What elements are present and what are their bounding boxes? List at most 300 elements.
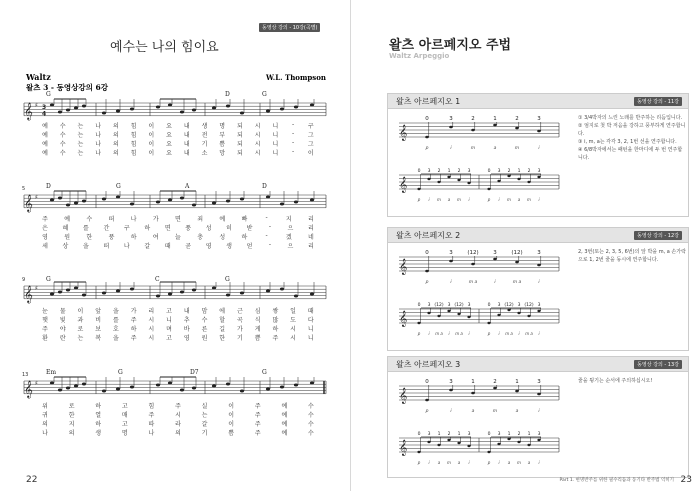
lyric-syllable: 로 bbox=[68, 403, 75, 410]
chord-symbol: C bbox=[155, 276, 160, 283]
chord-symbol: D bbox=[262, 183, 267, 190]
note-head bbox=[487, 188, 490, 190]
lyric-syllable: 니 bbox=[272, 141, 279, 148]
note-head bbox=[437, 181, 440, 183]
note-head bbox=[497, 314, 500, 316]
lyric-syllable: 망 bbox=[219, 150, 226, 157]
note-head bbox=[310, 293, 314, 296]
lyric-syllable: 수 bbox=[59, 141, 66, 148]
note-head bbox=[294, 201, 298, 204]
chord-symbol: G bbox=[225, 276, 230, 283]
lyric-syllable: 주 bbox=[254, 412, 261, 419]
note-head bbox=[168, 382, 172, 385]
lyric-syllable: 심 bbox=[254, 308, 261, 315]
finger-label: i bbox=[450, 409, 452, 414]
lyric-syllable: 면 bbox=[175, 216, 181, 223]
tab-number: 2 bbox=[517, 432, 521, 437]
lyric-line bbox=[38, 306, 318, 315]
lyric-line bbox=[38, 410, 318, 419]
lyric-syllable: 보 bbox=[95, 326, 102, 333]
lyric-syllable: 예 bbox=[281, 403, 288, 410]
page-subtitle: Waltz Arpeggio bbox=[389, 52, 450, 60]
tab-number: 3 bbox=[537, 379, 541, 385]
tab-number: 3 bbox=[449, 116, 453, 122]
lyric-syllable: 곧 bbox=[185, 243, 192, 250]
lyric-syllable: 시 bbox=[175, 412, 181, 419]
lyric-syllable: 의 bbox=[112, 123, 119, 130]
lyric-syllable: 고 bbox=[166, 308, 172, 315]
lyric-syllable: 니 bbox=[166, 317, 172, 324]
finger-label: i bbox=[518, 331, 520, 336]
note-head bbox=[467, 182, 470, 184]
finger-label: i bbox=[428, 197, 430, 202]
note-head bbox=[515, 261, 519, 264]
tab-number: (12) bbox=[524, 303, 534, 308]
lyric-syllable: 내 bbox=[183, 132, 190, 139]
lyric-line bbox=[38, 214, 318, 223]
lyric-syllable: 힘 bbox=[130, 132, 137, 139]
note-head bbox=[515, 390, 519, 393]
lyric-syllable: 른 bbox=[201, 326, 208, 333]
lyric-syllable: 요 bbox=[166, 132, 172, 139]
lyric-syllable: 예 bbox=[281, 430, 288, 437]
note-head bbox=[130, 108, 134, 111]
finger-label: p bbox=[417, 460, 421, 465]
lyric-syllable: 나 bbox=[42, 430, 48, 437]
note-head bbox=[294, 384, 298, 387]
lyric-syllable: 으 bbox=[287, 225, 294, 232]
lyric-syllable: 위 bbox=[42, 403, 48, 410]
note-line: 줄을 튕기는 순서에 주의하십시오! bbox=[578, 378, 653, 384]
lyric-syllable: 일 bbox=[290, 308, 296, 315]
note-head bbox=[168, 293, 172, 296]
treble-clef-icon: 𝄞 bbox=[24, 102, 33, 120]
note-head bbox=[82, 383, 86, 386]
lyric-syllable: 는 bbox=[77, 150, 84, 157]
note-head bbox=[192, 109, 196, 112]
note-line: ① 3/4박자의 느린 노래를 반주하는 리듬입니다. bbox=[578, 115, 683, 121]
lyric-syllable: 예 bbox=[281, 412, 288, 419]
note-head bbox=[294, 106, 298, 109]
lyric-syllable: 그 bbox=[307, 141, 314, 148]
lyric-syllable: 시 bbox=[254, 141, 261, 148]
lyric-syllable: 주 bbox=[42, 326, 48, 333]
lyric-syllable: 빠 bbox=[241, 216, 248, 223]
note-head bbox=[74, 287, 78, 290]
lyric-syllable: 내 bbox=[183, 150, 190, 157]
key-signature-sharp: ♯ bbox=[35, 285, 38, 292]
finger-label: i bbox=[494, 280, 496, 285]
finger-label: i bbox=[448, 331, 450, 336]
lyric-syllable: 물 bbox=[59, 308, 66, 315]
lyric-syllable: - bbox=[268, 223, 272, 230]
lyric-syllable: 을 bbox=[112, 308, 119, 315]
lyric-syllable: 지 bbox=[68, 421, 75, 428]
lyric-syllable: 전 bbox=[201, 132, 208, 139]
note-head bbox=[102, 390, 106, 393]
note-head bbox=[74, 385, 78, 388]
lyric-syllable: 따 bbox=[148, 421, 155, 428]
key-signature-sharp: ♯ bbox=[35, 194, 38, 201]
section-tag: 동영상 강의 - 12강 bbox=[634, 231, 682, 240]
lyric-syllable: 환 bbox=[42, 335, 48, 342]
lyric-syllable: 되 bbox=[237, 132, 243, 139]
music-staff bbox=[399, 123, 559, 137]
finger-label: m bbox=[447, 460, 451, 465]
lyric-syllable: 이 bbox=[148, 150, 155, 157]
chord-symbol: D bbox=[225, 91, 230, 98]
lyric-syllable: 충 bbox=[197, 234, 203, 241]
tab-number: 1 bbox=[471, 379, 475, 385]
lyric-syllable: 니 bbox=[272, 150, 279, 157]
lyric-syllable: - bbox=[291, 130, 295, 137]
tab-number: 0 bbox=[417, 169, 421, 174]
note-head bbox=[266, 196, 270, 199]
lyric-line bbox=[38, 401, 318, 410]
lyric-syllable: 을 bbox=[83, 243, 89, 250]
song-subtitle: 왈츠 3 - 동영상강의 6강 bbox=[26, 83, 108, 92]
lyric-syllable: 의 bbox=[112, 132, 119, 139]
note-head bbox=[156, 106, 160, 109]
tab-number: 1 bbox=[493, 116, 497, 122]
note-head bbox=[212, 287, 216, 290]
lyric-syllable: 이 bbox=[148, 123, 155, 130]
treble-clef-icon: 𝄞 bbox=[399, 177, 408, 193]
lyric-syllable: 영 bbox=[42, 234, 48, 241]
note-head bbox=[537, 130, 541, 133]
song-title: 예수는 나의 힘이요 bbox=[110, 40, 219, 55]
finger-label: m a bbox=[435, 331, 443, 336]
tab-number: 3 bbox=[467, 303, 471, 308]
lyric-syllable: 원 bbox=[64, 234, 71, 241]
lyric-syllable: 야 bbox=[59, 326, 66, 333]
finger-label: i bbox=[498, 331, 500, 336]
lyric-syllable: 햇 bbox=[42, 317, 48, 324]
note-head bbox=[58, 291, 62, 294]
finger-label: p bbox=[425, 280, 429, 285]
lyric-syllable: 으 bbox=[287, 243, 294, 250]
note-head bbox=[66, 289, 70, 292]
lyric-syllable: 나 bbox=[95, 123, 102, 130]
lyric-syllable: 예 bbox=[42, 150, 48, 157]
finger-label: m a bbox=[455, 331, 463, 336]
music-staff bbox=[399, 257, 559, 271]
tab-number: 3 bbox=[427, 432, 431, 437]
lyric-syllable: 쁨 bbox=[219, 141, 226, 148]
note-head bbox=[130, 203, 134, 206]
note-head bbox=[226, 383, 230, 386]
note-head bbox=[487, 322, 490, 324]
lyric-syllable: 주 bbox=[254, 430, 261, 437]
tab-number: 0 bbox=[487, 169, 491, 174]
lyric-syllable: 은 bbox=[42, 225, 48, 232]
chord-symbol: G bbox=[46, 276, 51, 283]
lyric-syllable: 갈 bbox=[201, 421, 208, 428]
note-head bbox=[82, 294, 86, 297]
lyric-syllable: 명 bbox=[121, 430, 128, 437]
finger-label: m bbox=[527, 197, 531, 202]
finger-label: i bbox=[498, 197, 500, 202]
note-head bbox=[417, 188, 420, 190]
lyric-syllable: 시 bbox=[254, 150, 261, 157]
tab-number: 3 bbox=[449, 250, 453, 256]
note-head bbox=[240, 198, 244, 201]
lyric-syllable: 영 bbox=[183, 335, 190, 342]
lyric-syllable: 나 bbox=[130, 216, 137, 223]
lyric-syllable: 이 bbox=[148, 141, 155, 148]
lyric-line bbox=[38, 324, 318, 333]
lyric-syllable: - bbox=[291, 148, 295, 155]
finger-label: a bbox=[515, 409, 519, 414]
lyric-syllable: 상 bbox=[62, 243, 69, 250]
tab-number: 3 bbox=[537, 432, 541, 437]
lyric-syllable: 때 bbox=[307, 308, 314, 315]
lyric-syllable: 을 bbox=[112, 335, 119, 342]
lyric-syllable: 복 bbox=[95, 335, 102, 342]
note-head bbox=[457, 313, 460, 315]
lyric-syllable: 시 bbox=[290, 326, 296, 333]
key-signature-sharp: ♯ bbox=[35, 380, 38, 387]
lyric-syllable: 힘 bbox=[130, 150, 137, 157]
lyric-syllable: 도 bbox=[290, 317, 296, 324]
finger-label: i bbox=[450, 146, 452, 151]
note-head bbox=[168, 199, 172, 202]
lyric-syllable: 수 bbox=[201, 317, 208, 324]
lyric-syllable: 간 bbox=[103, 225, 110, 232]
lyric-syllable: 힘 bbox=[130, 123, 137, 130]
note-head bbox=[66, 109, 70, 112]
lyric-syllable: 리 bbox=[307, 225, 314, 232]
lyric-syllable: 한 bbox=[219, 335, 226, 342]
tab-number: 2 bbox=[515, 116, 519, 122]
tab-number: 2 bbox=[457, 169, 461, 174]
lyric-syllable: 내 bbox=[183, 308, 190, 315]
note-head bbox=[427, 441, 430, 443]
lyric-syllable: - bbox=[291, 121, 295, 128]
chord-symbol: G bbox=[262, 369, 267, 376]
lyric-syllable: 예 bbox=[281, 421, 288, 428]
lyric-syllable: - bbox=[268, 241, 272, 248]
tab-number: 0 bbox=[417, 303, 421, 308]
lyric-syllable: 빛 bbox=[59, 317, 66, 324]
finger-label: m a bbox=[505, 331, 513, 336]
note-head bbox=[447, 310, 450, 312]
lyric-syllable: 나 bbox=[95, 132, 102, 139]
tab-number: 3 bbox=[449, 379, 453, 385]
lyric-syllable: 리 bbox=[307, 243, 314, 250]
lyric-syllable: 지 bbox=[285, 216, 292, 223]
lyric-line bbox=[38, 315, 318, 324]
finger-label: m bbox=[437, 197, 441, 202]
tab-number: 2 bbox=[507, 169, 511, 174]
note-head bbox=[66, 387, 70, 390]
page-number-right: 23 bbox=[680, 475, 692, 485]
note-head bbox=[168, 104, 172, 107]
finger-label: i bbox=[538, 409, 540, 414]
lyric-syllable: 의 bbox=[42, 421, 48, 428]
lyric-syllable: 떠 bbox=[103, 243, 110, 250]
note-head bbox=[82, 200, 86, 203]
lyric-syllable: 니 bbox=[272, 123, 279, 130]
finger-label: i bbox=[538, 197, 540, 202]
finger-label: p bbox=[417, 197, 421, 202]
finger-label: i bbox=[428, 460, 430, 465]
tab-number: 2 bbox=[447, 432, 451, 437]
lyric-syllable: 혜 bbox=[62, 225, 69, 232]
lyric-syllable: 하 bbox=[272, 326, 279, 333]
lyric-syllable: 떠 bbox=[108, 216, 115, 223]
lyric-syllable: 가 bbox=[237, 326, 243, 333]
note-head bbox=[449, 260, 453, 263]
lyric-syllable: 식 bbox=[254, 317, 261, 324]
note-head bbox=[156, 295, 160, 298]
section-title: 왈츠 아르페지오 3 bbox=[396, 360, 461, 369]
note-head bbox=[58, 389, 62, 392]
lyric-syllable: 하 bbox=[241, 234, 248, 241]
lyric-syllable: 받 bbox=[246, 225, 253, 232]
tab-number: 2 bbox=[527, 169, 531, 174]
tab-number: 3 bbox=[427, 169, 431, 174]
lyric-syllable: 에 bbox=[219, 308, 226, 315]
chord-symbol: A bbox=[185, 183, 190, 190]
lyric-syllable: 갈 bbox=[144, 243, 151, 250]
measure-number: 13 bbox=[22, 372, 29, 378]
lyric-syllable: 풍 bbox=[108, 234, 115, 241]
lyric-syllable: 부 bbox=[219, 132, 226, 139]
note-head bbox=[280, 203, 284, 206]
lyric-syllable: 하 bbox=[95, 421, 102, 428]
finger-label: p bbox=[425, 146, 429, 151]
lyric-syllable: 이 bbox=[228, 421, 235, 428]
note-head bbox=[192, 387, 196, 390]
lyric-syllable: 니 bbox=[307, 326, 314, 333]
note-head bbox=[515, 127, 519, 130]
note-head bbox=[537, 310, 540, 312]
finger-label: i bbox=[538, 460, 540, 465]
note-head bbox=[437, 444, 440, 446]
tab-number: (12) bbox=[467, 250, 479, 256]
lyric-syllable: 예 bbox=[42, 132, 48, 139]
lyric-syllable: 고 bbox=[121, 403, 128, 410]
note-head bbox=[417, 322, 420, 324]
note-head bbox=[192, 204, 196, 207]
lyric-syllable: 수 bbox=[59, 123, 66, 130]
finger-label: m a bbox=[512, 280, 522, 285]
lyric-syllable: 바 bbox=[183, 326, 190, 333]
lyric-syllable: 면 bbox=[164, 225, 171, 232]
finger-label: a bbox=[507, 460, 511, 465]
tab-number: 1 bbox=[437, 432, 441, 437]
lyric-line bbox=[38, 241, 318, 250]
note-head bbox=[116, 290, 120, 293]
lyric-syllable: 이 bbox=[148, 132, 155, 139]
note-head bbox=[537, 393, 541, 396]
note-head bbox=[212, 202, 216, 205]
lyric-syllable: 시 bbox=[254, 123, 261, 130]
note-head bbox=[471, 392, 475, 395]
chord-symbol: G bbox=[262, 91, 267, 98]
finger-label: p bbox=[487, 197, 491, 202]
lyric-syllable: 이 bbox=[77, 308, 84, 315]
lyric-syllable: 수 bbox=[308, 421, 314, 428]
chord-symbol: Em bbox=[46, 369, 57, 376]
lyric-syllable: 과 bbox=[77, 317, 84, 324]
lyric-syllable: 는 bbox=[77, 141, 84, 148]
finger-label: i bbox=[468, 197, 470, 202]
finger-label: m bbox=[514, 146, 520, 151]
note-head bbox=[493, 387, 497, 390]
note-head bbox=[447, 439, 450, 441]
finger-label: i bbox=[468, 331, 470, 336]
note-head bbox=[240, 112, 244, 115]
lyric-syllable: 로 bbox=[77, 326, 84, 333]
lyric-syllable: 그 bbox=[307, 132, 314, 139]
finger-label: i bbox=[450, 280, 452, 285]
lyric-syllable: 주 bbox=[130, 335, 137, 342]
tab-number: 3 bbox=[537, 116, 541, 122]
lyric-syllable: 주 bbox=[272, 335, 279, 342]
right-page bbox=[350, 0, 700, 491]
note-head bbox=[102, 292, 106, 295]
treble-clef-icon: 𝄞 bbox=[399, 440, 408, 456]
note-head bbox=[50, 199, 54, 202]
lyric-line bbox=[38, 223, 318, 232]
tab-number: 2 bbox=[471, 116, 475, 122]
finger-label: i bbox=[538, 280, 540, 285]
tab-number: 0 bbox=[425, 379, 429, 385]
finger-label: m bbox=[457, 197, 461, 202]
treble-clef-icon: 𝄞 bbox=[24, 194, 33, 212]
chord-symbol: D bbox=[46, 183, 51, 190]
note-head bbox=[266, 290, 270, 293]
lyric-line bbox=[38, 148, 318, 157]
tab-number: 1 bbox=[507, 432, 511, 437]
note-head bbox=[537, 264, 541, 267]
note-head bbox=[226, 294, 230, 297]
lyric-syllable: 다 bbox=[307, 317, 314, 324]
note-head bbox=[517, 178, 520, 180]
lyric-syllable: 수 bbox=[308, 412, 314, 419]
lyric-syllable: 란 bbox=[59, 335, 66, 342]
lyric-line bbox=[38, 419, 318, 428]
finger-label: a bbox=[447, 197, 451, 202]
note-head bbox=[310, 104, 314, 107]
note-head bbox=[156, 384, 160, 387]
tab-number: (12) bbox=[434, 303, 444, 308]
tab-number: (12) bbox=[504, 303, 514, 308]
lyric-syllable: 를 bbox=[112, 317, 119, 324]
lyric-syllable: 생 bbox=[95, 430, 102, 437]
note-line: 2, 3번(또는 2, 3, 5, 6번)의 앞 박을 m, a 손가락으로 1, 2번 줄을 동시에 연주합니다. bbox=[578, 249, 686, 263]
note-head bbox=[457, 179, 460, 181]
tab-number: 3 bbox=[467, 169, 471, 174]
note-head bbox=[449, 389, 453, 392]
note-head bbox=[192, 289, 196, 292]
lyric-syllable: 나 bbox=[123, 243, 130, 250]
note-head bbox=[517, 441, 520, 443]
treble-clef-icon: 𝄞 bbox=[399, 259, 408, 275]
lyric-syllable: 쌓 bbox=[272, 308, 279, 315]
note-head bbox=[493, 124, 497, 127]
lyric-syllable: 세 bbox=[42, 243, 48, 250]
lyric-syllable: 수 bbox=[308, 430, 314, 437]
lyric-syllable: 리 bbox=[148, 308, 155, 315]
lyric-syllable: 눈 bbox=[42, 308, 48, 315]
lyric-syllable: 하 bbox=[130, 326, 137, 333]
footer-text: Part 1. 현명반주를 위한 필수리듬과 동기타 반주법 익히기 bbox=[559, 478, 674, 483]
note-head bbox=[102, 112, 106, 115]
note-head bbox=[116, 110, 120, 113]
